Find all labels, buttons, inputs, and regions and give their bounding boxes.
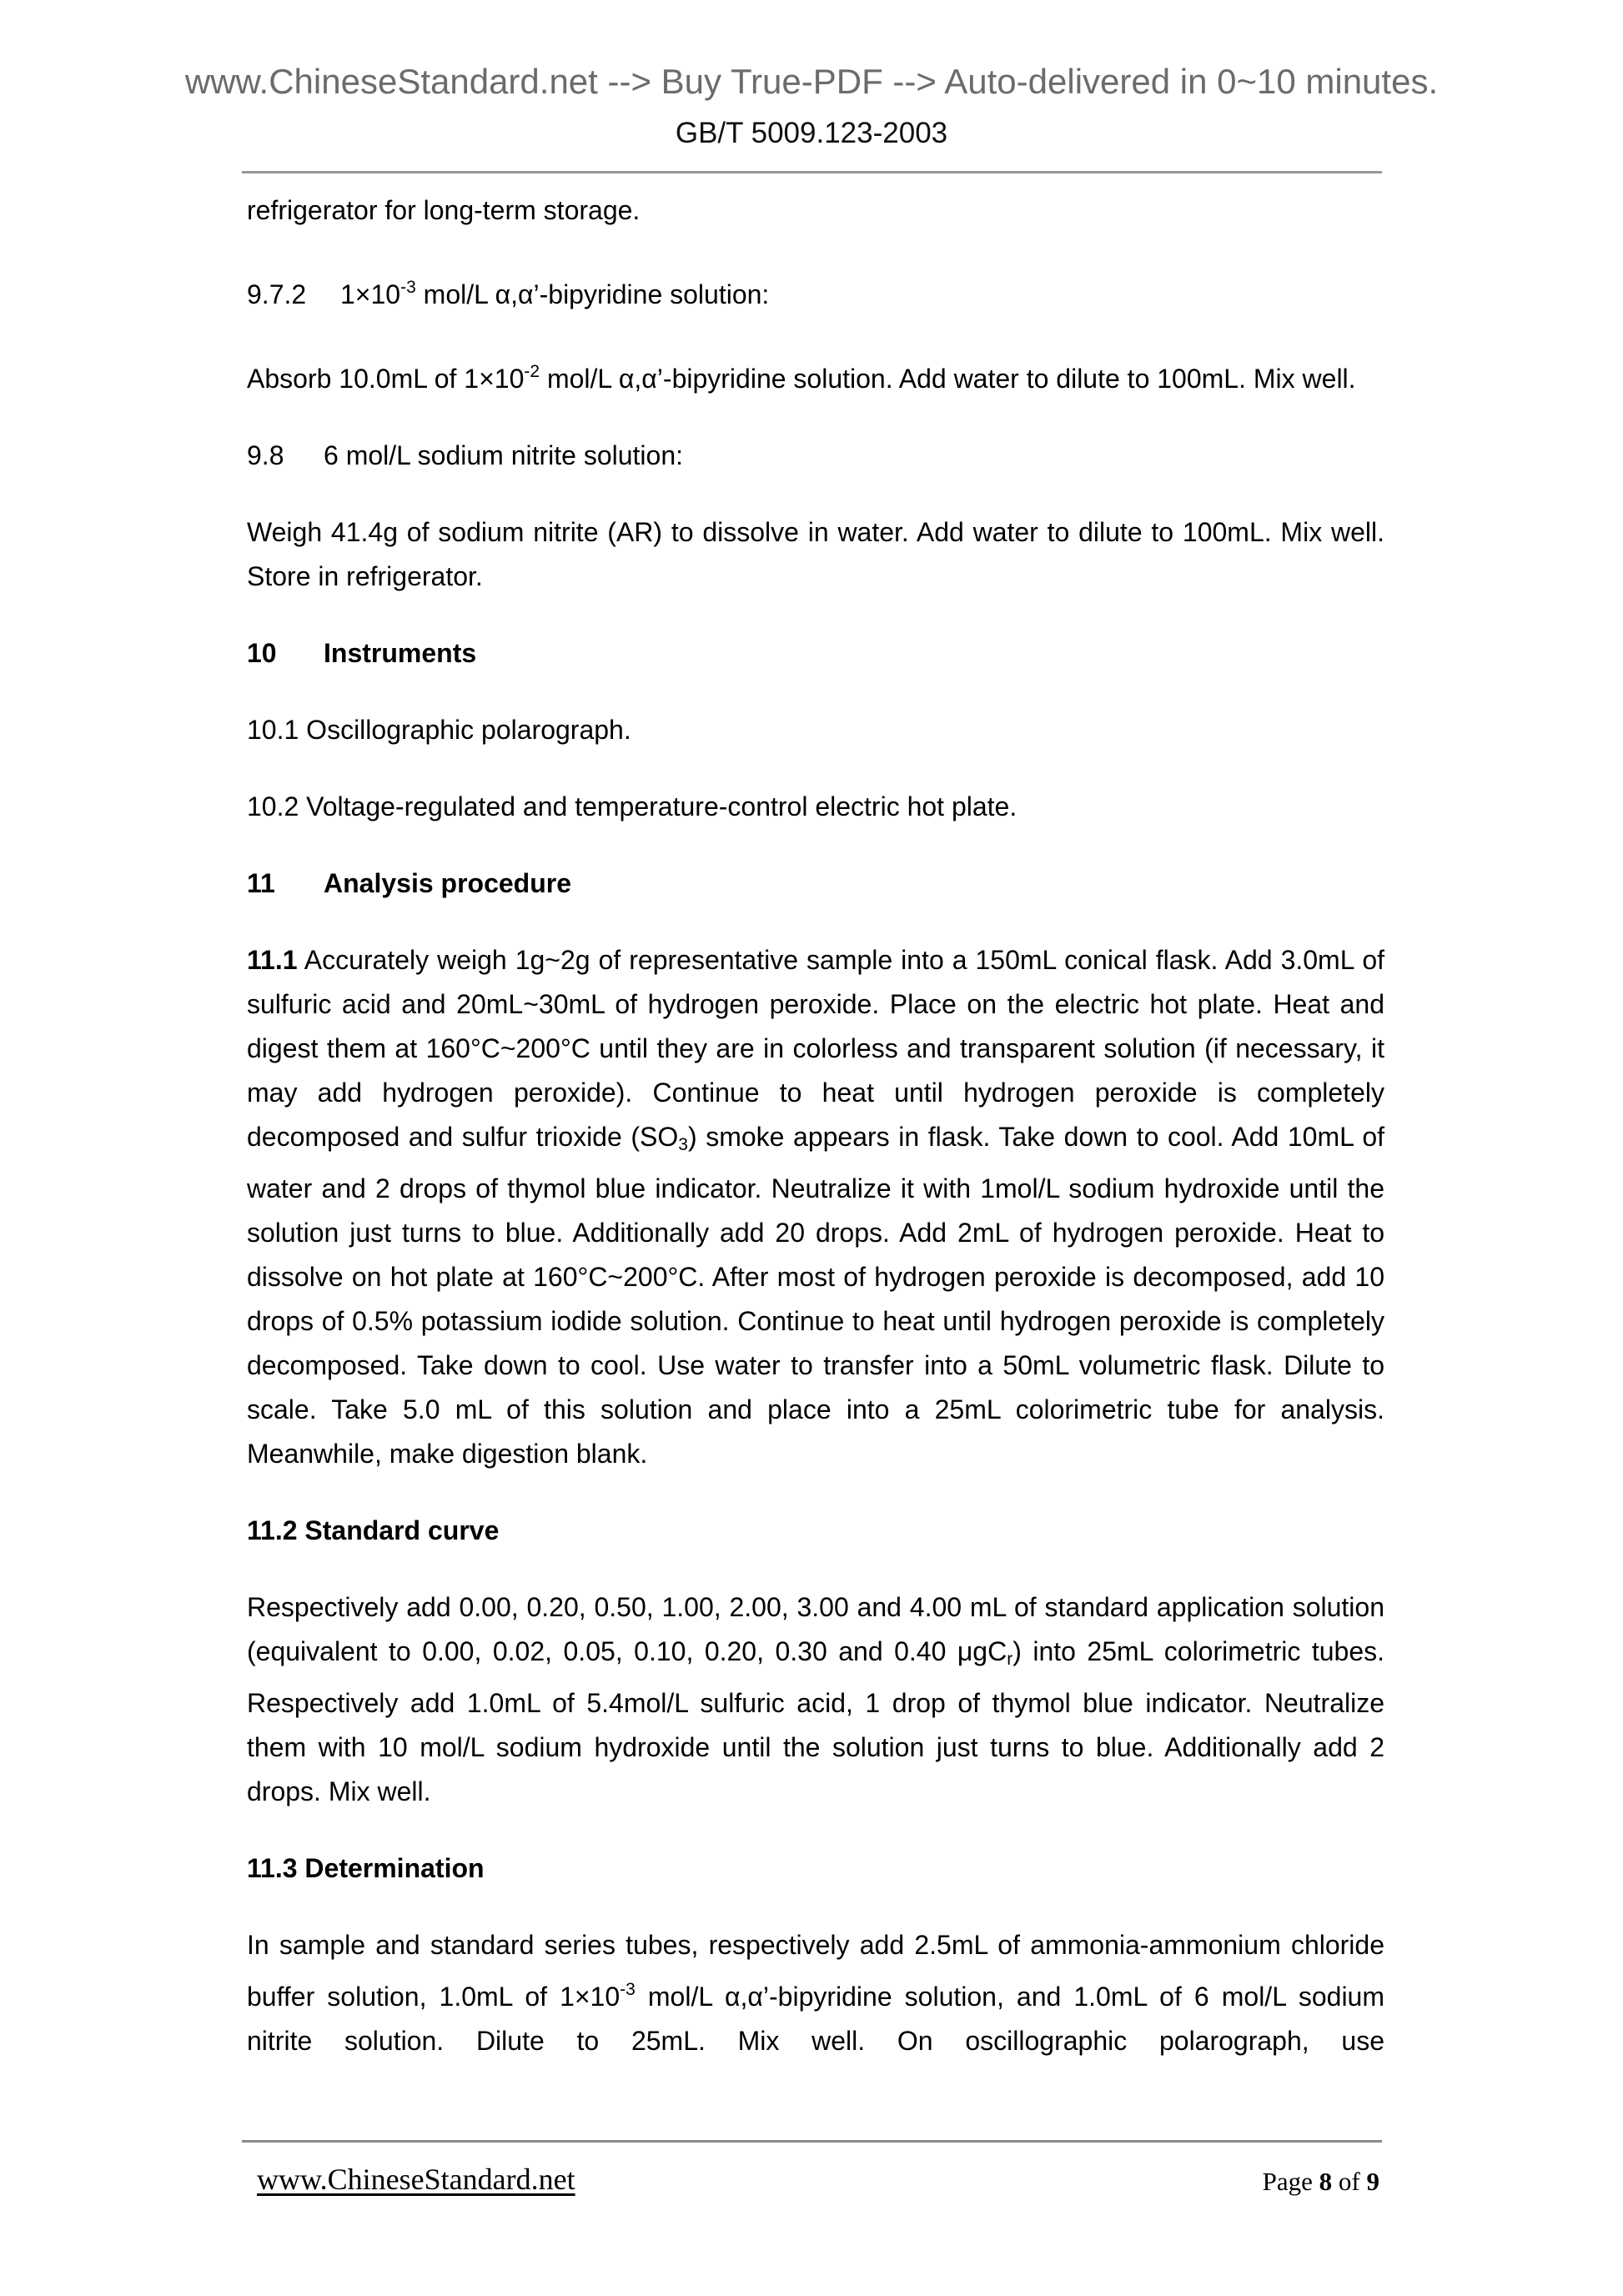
superscript: -3 (620, 1980, 636, 1999)
paragraph-absorb (247, 349, 1384, 401)
paragraph-text: mol/L α,α’-bipyridine solution, and 1.0mL of 6 mol/L sodium nitrite solution. Dilute to 25mL. Mix well. On oscillographic polarograph, use (247, 1982, 1385, 2056)
subscript: r (1007, 1650, 1013, 1669)
paragraph-text: ) smoke appears in flask. Take down to cool. Add 10mL of water and 2 drops of thymol blue indicator. Neutralize it with 1mol/L sodium hydroxide until the solution just turns to blue. Additionally add 20 drops. Add 2mL of hydrogen peroxide. Heat to dissolve on hot plate at 160°C~200°C. After most of hydrogen peroxide is decomposed, add 10 drops of 0.5% potassium iodide solution. Continue to heat until hydrogen peroxide is completely decomposed. Take down to cool. Use water to transfer into a 50mL volumetric flask. Dilute to scale. Take 5.0 mL of this solution and place into a 25mL colorimetric tube for analysis. Meanwhile, make digestion blank. (247, 1122, 1385, 1469)
heading-number: 9.8 (247, 440, 284, 470)
heading-number: 11 (247, 868, 275, 898)
header-promo: www.ChineseStandard.net --> Buy True-PDF --> Auto-delivered in 0~10 minutes. (184, 62, 1439, 101)
page-current: 8 (1319, 2167, 1333, 2196)
paragraph-10-1: 10.1 Oscillographic polarograph. (247, 715, 631, 745)
paragraph-text: In sample and standard series tubes, respectively add 2.5mL of ammonia-ammonium chloride buffer solution, 1.0mL of 1×10 (247, 1930, 1384, 2012)
paragraph-text: Accurately weigh 1g~2g of representative sample into a 150mL conical flask. Add 3.0mL of sulfuric acid and 20mL~30mL of hydrogen peroxide. Place on the electric hot plate. Heat and digest them at 160°C~200°C until they are in colorless and transparent solution (if necessary, it may add hydrogen peroxide). Continue to heat until hydrogen peroxide is completely decomposed and sulfur trioxide (SO (247, 945, 1384, 1152)
heading-number: 10 (247, 638, 277, 668)
paragraph-text: Respectively add 0.00, 0.20, 0.50, 1.00, 2.00, 3.00 and 4.00 mL of standard application solution (equivalent to 0.00, 0.02, 0.05, 0.10, 0.20, 0.30 and 0.40 μgC (247, 1592, 1384, 1666)
heading-number: 9.7.2 (247, 279, 307, 309)
header-divider (242, 171, 1382, 173)
heading-9-7-2 (247, 265, 1384, 317)
doc-number: GB/T 5009.123-2003 (675, 117, 948, 149)
subscript: 3 (678, 1135, 688, 1154)
paragraph-text: mol/L α,α’-bipyridine solution. Add water to dilute to 100mL. Mix well. (540, 364, 1356, 394)
paragraph-storage: refrigerator for long-term storage. (247, 195, 641, 225)
heading-text: Analysis procedure (324, 868, 571, 898)
page-word: Page (1262, 2167, 1319, 2196)
footer-website-link[interactable]: www.ChineseStandard.net (257, 2163, 575, 2196)
heading-9-8 (247, 434, 1384, 478)
page-number (1263, 2167, 1379, 2197)
paragraph-text: Absorb 10.0mL of 1×10 (247, 364, 525, 394)
page-total: 9 (1366, 2167, 1379, 2196)
heading-11-2-standard-curve: 11.2 Standard curve (247, 1515, 500, 1545)
document-body (247, 188, 1384, 2096)
of-word: of (1332, 2167, 1367, 2196)
heading-10-instruments (247, 631, 1384, 676)
heading-text: 6 mol/L sodium nitrite solution: (324, 440, 684, 470)
heading-text: Instruments (324, 638, 477, 668)
superscript: -3 (400, 278, 416, 297)
superscript: -2 (524, 362, 540, 381)
heading-11-analysis-procedure (247, 862, 1384, 906)
paragraph-number: 11.1 (247, 945, 298, 975)
paragraph-determination (247, 1923, 1384, 2063)
heading-text: mol/L α,α’-bipyridine solution: (415, 279, 770, 309)
paragraph-text: ) into 25mL colorimetric tubes. Respectively add 1.0mL of 5.4mol/L sulfuric acid, 1 drop of thymol blue indicator. Neutralize them with 10 mol/L sodium hydroxide until the solution just turns to blue. Additionally add 2 drops. Mix well. (247, 1636, 1385, 1806)
paragraph-10-2: 10.2 Voltage-regulated and temperature-control electric hot plate. (247, 791, 1018, 821)
paragraph-weigh: Weigh 41.4g of sodium nitrite (AR) to dissolve in water. Add water to dilute to 100mL. Mix well. Store in refrigerator. (247, 517, 1384, 591)
heading-11-3-determination: 11.3 Determination (247, 1853, 485, 1883)
heading-text: 1×10 (340, 279, 401, 309)
footer-divider (242, 2140, 1382, 2143)
paragraph-11-1 (247, 938, 1384, 1476)
paragraph-standard-curve (247, 1585, 1384, 1814)
